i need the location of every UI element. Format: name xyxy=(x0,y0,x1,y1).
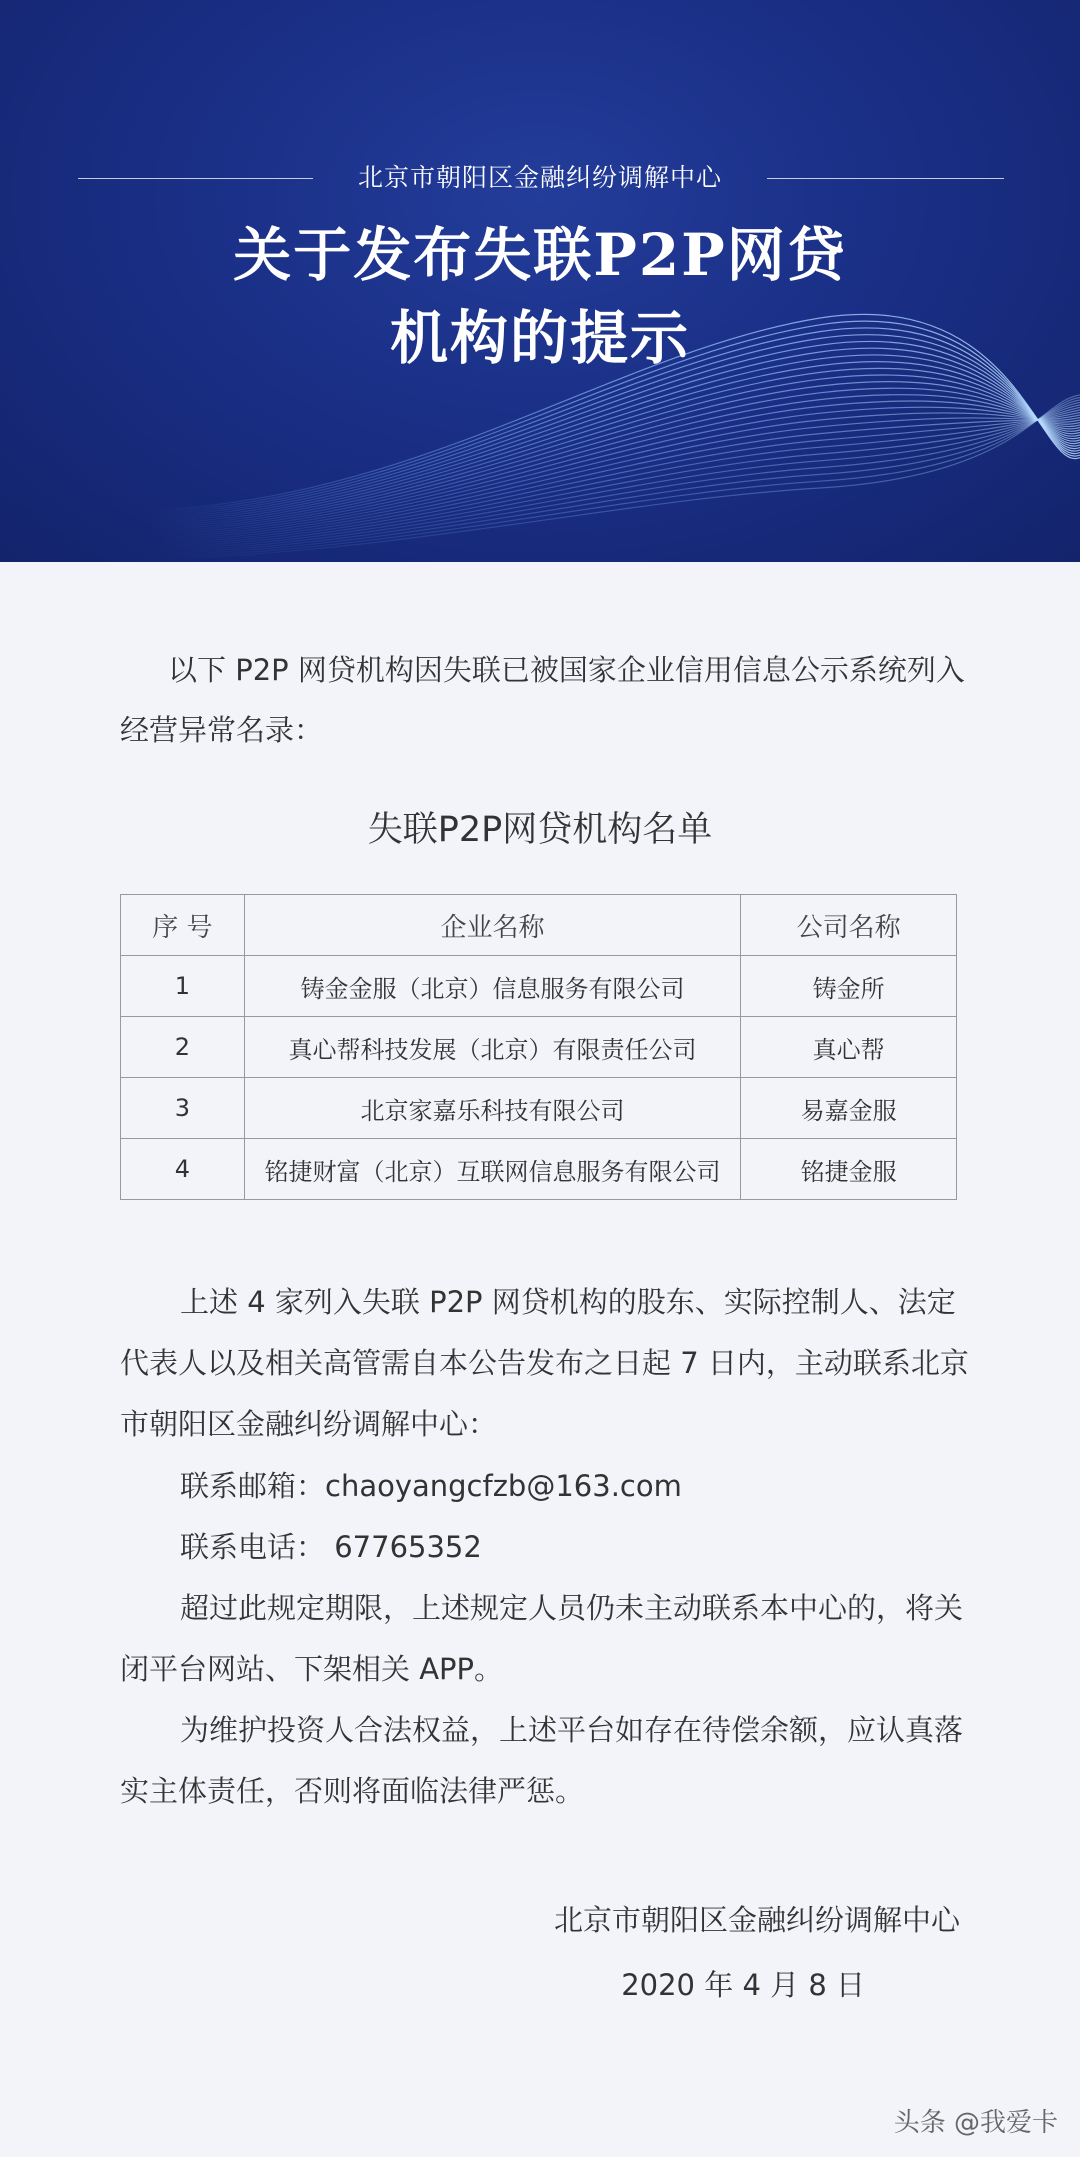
header-cell-enterprise: 企业名称 xyxy=(244,895,740,956)
wave-line xyxy=(150,382,1080,530)
wave-line xyxy=(150,403,1080,555)
cell-enterprise: 真心帮科技发展（北京）有限责任公司 xyxy=(244,1017,740,1078)
title-line1: 关于发布失联P2P网贷 xyxy=(233,221,847,289)
protect-paragraph: 为维护投资人合法权益，上述平台如存在待偿余额，应认真落实主体责任，否则将面临法律严惩。 xyxy=(120,1713,964,1808)
signature-date: 2020 年 4 月 8 日 xyxy=(621,1968,865,2002)
table-row xyxy=(121,956,957,1017)
table-header-row xyxy=(121,895,957,956)
contact-phone: 联系电话： 67765352 xyxy=(180,1530,482,1564)
cell-company: 铭捷金服 xyxy=(741,1139,957,1200)
right-rule xyxy=(767,178,1004,179)
cell-index: 2 xyxy=(121,1017,245,1078)
contact-email: 联系邮箱：chaoyangcfzb@163.com xyxy=(180,1469,682,1503)
watermark: 头条 @我爱卡 xyxy=(893,2108,1058,2138)
org-line xyxy=(0,158,1080,198)
title-line2: 机构的提示 xyxy=(389,304,690,372)
header-banner xyxy=(0,0,1080,562)
cell-company: 易嘉金服 xyxy=(741,1078,957,1139)
cell-company: 真心帮 xyxy=(741,1017,957,1078)
cell-index: 3 xyxy=(121,1078,245,1139)
cell-index: 1 xyxy=(121,956,245,1017)
table-row xyxy=(121,1078,957,1139)
list-title: 失联P2P网贷机构名单 xyxy=(367,810,713,850)
deadline-paragraph: 超过此规定期限，上述规定人员仍未主动联系本中心的，将关闭平台网站、下架相关 APP。 xyxy=(120,1591,964,1686)
header-cell-index: 序 号 xyxy=(121,895,245,956)
table-row xyxy=(121,1139,957,1200)
institution-table xyxy=(120,894,957,1200)
notice-main-paragraph: 上述 4 家列入失联 P2P 网贷机构的股东、实际控制人、法定代表人以及相关高管需自本公告发布之日起 7 日内，主动联系北京市朝阳区金融纠纷调解中心： xyxy=(120,1285,969,1441)
header-cell-company: 公司名称 xyxy=(741,895,957,956)
cell-enterprise: 铸金金服（北京）信息服务有限公司 xyxy=(244,956,740,1017)
intro-paragraph: 以下 P2P 网贷机构因失联已被国家企业信用信息公示系统列入经营异常名录： xyxy=(120,653,965,747)
header-org: 北京市朝阳区金融纠纷调解中心 xyxy=(357,163,722,192)
wave-line xyxy=(150,398,1080,559)
signature-org: 北京市朝阳区金融纠纷调解中心 xyxy=(553,1903,960,1937)
cell-index: 4 xyxy=(121,1139,245,1200)
cell-company: 铸金所 xyxy=(741,956,957,1017)
cell-enterprise: 铭捷财富（北京）互联网信息服务有限公司 xyxy=(244,1139,740,1200)
table-row xyxy=(121,1017,957,1078)
cell-enterprise: 北京家嘉乐科技有限公司 xyxy=(244,1078,740,1139)
